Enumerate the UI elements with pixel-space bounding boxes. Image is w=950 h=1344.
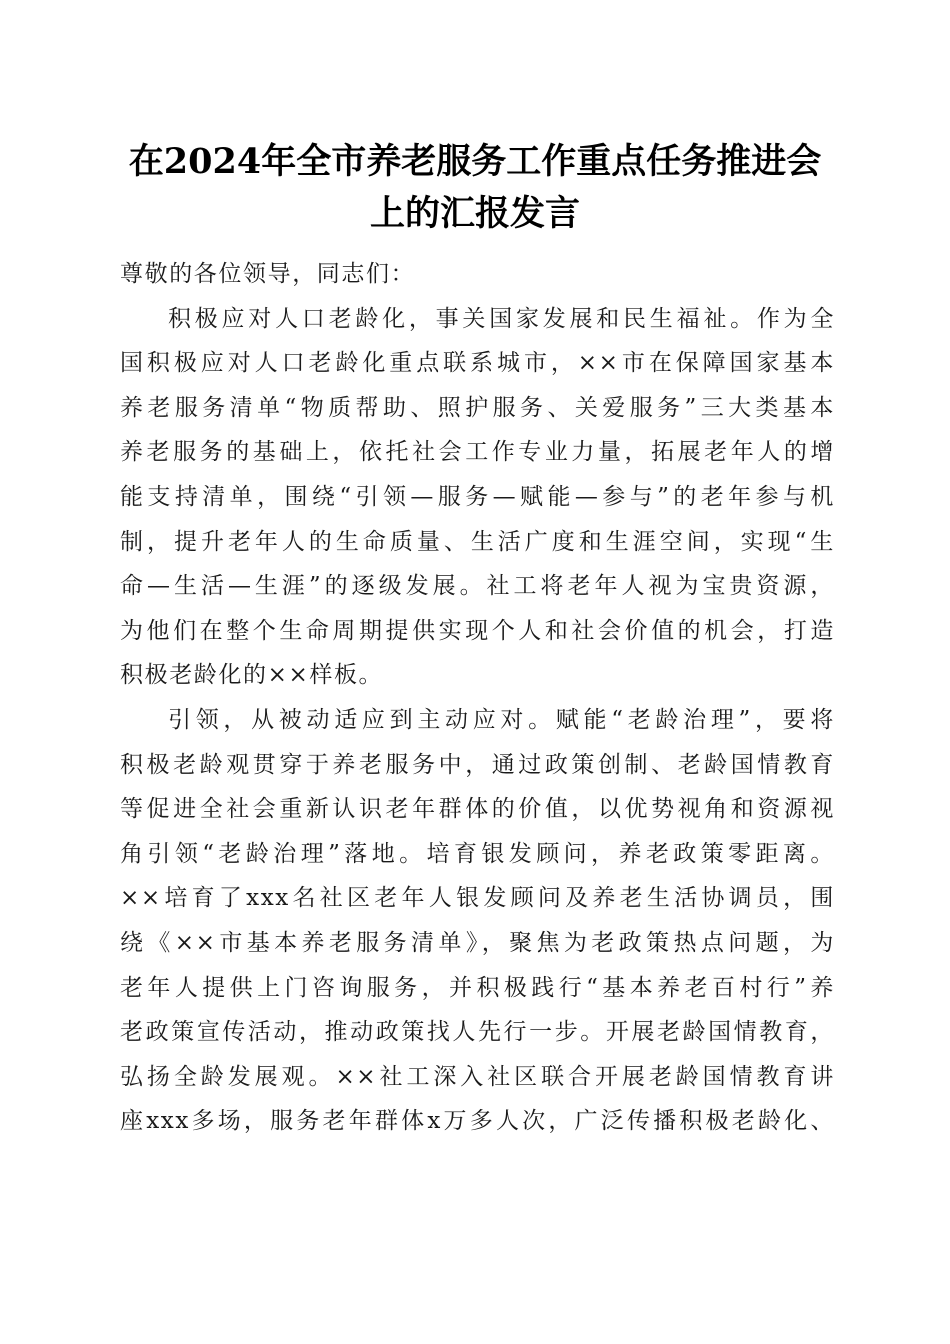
paragraph-2-line: 积极老龄观贯穿于养老服务中，通过政策创制、老龄国情教育	[120, 751, 835, 778]
paragraph-2-line: 座xxx多场，服务老年群体x万多人次，广泛传播积极老龄化、	[120, 1108, 835, 1135]
document-body	[120, 252, 835, 1144]
paragraph-2-line: 老年人提供上门咨询服务，并积极践行“基本养老百村行”养	[120, 974, 835, 1001]
paragraph-2-line: 角引领“老龄治理”落地。培育银发顾问，养老政策零距离。	[120, 840, 835, 867]
salutation: 尊敬的各位领导，同志们：	[120, 261, 416, 287]
paragraph-2-line: ××培育了xxx名社区老年人银发顾问及养老生活协调员，围	[120, 885, 835, 912]
paragraph-1-line: 制，提升老年人的生命质量、生活广度和生涯空间，实现“生	[120, 528, 835, 555]
title-line-1: 在2024年全市养老服务工作重点任务推进会	[128, 141, 822, 182]
paragraph-1-line: 为他们在整个生命周期提供实现个人和社会价值的机会，打造	[120, 617, 835, 644]
paragraph-2-line: 引领，从被动适应到主动应对。赋能“老龄治理”，要将	[168, 706, 835, 733]
paragraph-1-line: 积极老龄化的××样板。	[120, 662, 384, 689]
paragraph-1-line: 国积极应对人口老龄化重点联系城市，××市在保障国家基本	[120, 350, 835, 377]
paragraph-2-line: 弘扬全龄发展观。××社工深入社区联合开展老龄国情教育讲	[120, 1063, 835, 1090]
paragraph-1-line: 能支持清单，围绕“引领—服务—赋能—参与”的老年参与机	[120, 483, 835, 510]
document-title	[100, 136, 850, 240]
paragraph-2-line: 绕《××市基本养老服务清单》，聚焦为老政策热点问题，为	[120, 929, 835, 956]
paragraph-1-line: 命—生活—生涯”的逐级发展。社工将老年人视为宝贵资源，	[120, 573, 835, 600]
paragraph-2-line: 老政策宣传活动，推动政策找人先行一步。开展老龄国情教育，	[120, 1019, 835, 1046]
title-line-2: 上的汇报发言	[369, 193, 580, 234]
paragraph-2-line: 等促进全社会重新认识老年群体的价值，以优势视角和资源视	[120, 796, 835, 823]
paragraph-1-line: 积极应对人口老龄化，事关国家发展和民生福祉。作为全	[168, 305, 835, 332]
paragraph-1-line: 养老服务的基础上，依托社会工作专业力量，拓展老年人的增	[120, 439, 835, 466]
paragraph-1-line: 养老服务清单“物质帮助、照护服务、关爱服务”三大类基本	[120, 394, 835, 421]
